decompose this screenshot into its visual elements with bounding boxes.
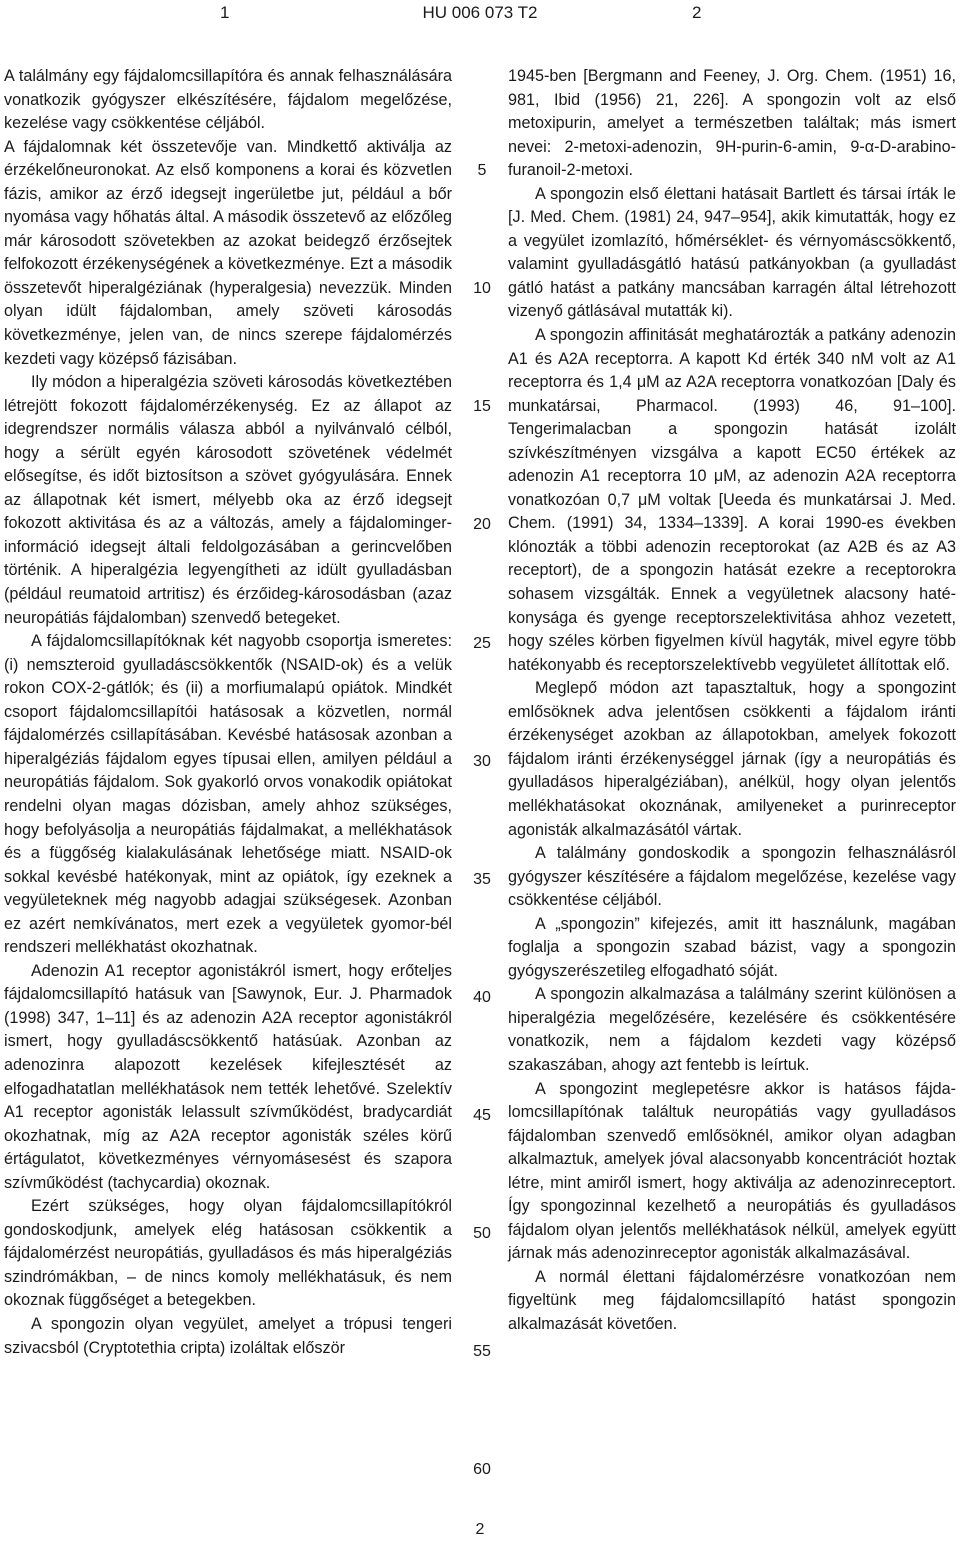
header-page-left: 1 [220,3,230,22]
paragraph: A normál élettani fájdalomérzésre vonatkozóan nem figyeltünk meg fájdalomcsillapító hatást spongozin alkalmazását követően. [508,1267,956,1333]
paragraph: A spongozin affinitását meghatározták a patkány adenozin A1 és A2A receptorra. A kapott Kd érték 340 nM volt az A1 receptorra és 1,4 μM az A2A receptorra vonatkozóan [Daly és munkatársai, Pharmacol. (1993) 46, 91–100]. Tengerimalacban a spongozin hatását izolált szívkészítményen vizsgálva a kapott EC50 értékek az adenozin A1 receptorra 10 μM, az adenozin A2A receptorra vonatkozóan 0,7 μM voltak [Ueeda és munkatársai J. Med. Chem. (1991) 34, 1334–1339]. A korai 1990-es években klónozták a többi adenozin receptorokat (az A2B és az A3 receptort), de a spongozin hatását ezekre a receptorokra sohasem vizsgálták. Ennek a vegyületnek alacsony hatékonysága és gyenge receptorszelektivitása ahhoz vezetett, hogy széles körben figyelmen kívül hagyták, mivel egyre több hatékonyabb és receptorszelektívebb vegyületet állítottak elő. [508,326,956,674]
line-number: 10 [473,280,491,297]
paragraph: A spongozin első élettani hatásait Bartlett és társai írták le [J. Med. Chem. (1981) 24, 947–954], akik kimutatták, hogy ez a vegyület izomlazító, hőmérséklet- és vérnyomáscsökkentő, valamint gyulladásgátló hatású patkányokban (a gyulladást gátló hatást a patkány mancsában karragén által létrehozott vizenyő gátlásával mutatták ki). [508,184,956,321]
line-number: 50 [473,1225,491,1242]
line-number: 35 [473,871,491,888]
footer-page-number: 2 [475,1521,485,1538]
line-number: 30 [473,753,491,770]
line-number: 25 [473,635,491,652]
line-number: 15 [473,398,491,415]
paragraph: A találmány gondoskodik a spongozin felhasználásról gyógyszer készítésére a fájdalom megelőzése, kezelése vagy csökkentése céljából. [508,844,956,910]
paragraph: Adenozin A1 receptor agonistákról ismert, hogy erőteljes fájdalomcsillapító hatásuk van [Sawynok, Eur. J. Pharmadok (1998) 347, 1–11] és az adenozin A2A receptor agonistákról ismert, hogy gyulladáscsökkentő hatásúak. Azonban az adenozinra alapozott kezelések kifejlesztését az elfogadhatatlan mellékhatások nem tették lehetővé. Szelektív A1 receptor agonisták lelassult szívműködést, bradycardiát okozhatnak, míg az A2A receptor agonisták széles körű értágulatot, következményes vérnyomásesést és szapora szívműködést (tachycardia) okoznak. [4,961,452,1192]
paragraph: A spongozin alkalmazása a találmány szerint különösen a hiperalgézia megelőzésére, kezelésére és csökkentésére vonatkozik, nem a fájdalom kezdeti vagy középső szakaszában, ahogy azt fentebb is leírtuk. [508,985,956,1074]
paragraph: A „spongozin” kifejezés, amit itt használunk, magában foglalja a spongozin szabad bázist, vagy a spongozin gyógyszerészetileg elfogadható sóját. [508,914,956,980]
line-number: 55 [473,1343,491,1360]
line-number: 60 [473,1461,491,1478]
line-number: 45 [473,1107,491,1124]
line-number: 5 [477,162,487,179]
right-column [508,65,956,1337]
left-column [4,65,452,1360]
line-number: 20 [473,516,491,533]
paragraph: A fájdalomcsillapítóknak két nagyobb csoportja ismeretes: (i) nemszteroid gyulladáscsökkentők (NSAID-ok) és a velük rokon COX-2-gátlók; és (ii) a morfiumalapú opiátok. Mindkét csoport fájdalomcsillapítói hatásosak a közvetlen, normál fájdalomérzés csillapításában. Kevésbé hatásosak azonban a hiperalgéziás fájdalom egyes típusai ellen, amilyen például a neuropátiás fájdalom. Sok gyakorló orvos vonakodik opiátokat rendelni olyan magas dózisban, amely ahhoz szükséges, hogy befolyásolja a neuropátiás fájdalmakat, a mellékhatások és a függőség kialakulásának lehetősége miatt. NSAID-ok sokkal kevésbé hatékonyak, mint az opiátok, így ezeknek a vegyületeknek még nagyobb adagjai szükségesek. Azonban ez azért nemkívánatos, mert ezek a vegyületek gyomor-bél rendszeri mellékhatást okozhatnak. [4,632,452,957]
paragraph: Ily módon a hiperalgézia szöveti károsodás következtében létrejött fokozott fájdalomérzékenység. Ez az állapot az idegrendszer normális válasza abból a nyilvánvaló célból, hogy a sérült egyén károsodott szövetének védelmét elősegítse, és időt biztosítson a szövet gyógyulására. Ennek az állapotnak két ismert, mélyebb oka az érző idegsejt fokozott aktivitása és az a változás, amely a fájdalominger-információ idegsejt általi feldolgozásában a gerincvelőben történik. A hiperalgézia legyengítheti az idült gyulladásban (például reumatoid artritisz) és érzőideg-károsodásban (azaz neuropátiás fájdalomban) szenvedő betegeket. [4,373,452,627]
paragraph: Meglepő módon azt tapasztaltuk, hogy a spongozint emlősöknek adva jelentősen csökkenti a fájdalom iránti érzékenységet azokban az állapotokban, amelyek fokozott fájdalom iránti érzékenységgel járnak (így a neuropátiás és gyulladásos hiperalgéziában), anélkül, hogy olyan jelentős mellékhatásokat okoznának, amilyeneket a purinreceptor agonisták alkalmazásától vártak. [508,679,956,839]
header-page-right: 2 [692,3,702,22]
header-document-id: HU 006 073 T2 [422,3,538,22]
paragraph: A találmány egy fájdalomcsillapítóra és annak felhasználására vonatkozik gyógyszer elkészítésére, fájdalom megelőzése, kezelése vagy csökkentése céljából. [4,67,452,133]
paragraph: A spongozin olyan vegyület, amelyet a trópusi tengeri szivacsból (Cryptotethia cripta) izoláltak először [4,1314,452,1357]
paragraph: 1945-ben [Bergmann and Feeney, J. Org. Chem. (1951) 16, 981, Ibid (1956) 21, 226]. A spongozin volt az első metoxipurin, amelyet a természetben találtak; más ismert nevei: 2-metoxi-adenozin, 9H-purin-6-amin, 9-α-D-arabino-furanoil-2-metoxi. [508,67,956,180]
paragraph: Ezért szükséges, hogy olyan fájdalomcsillapítókról gondoskodjunk, amelyek elég hatásosan csökkentik a fájdalomérzést neuropátiás, gyulladásos és más hiperalgéziás szindrómákban, – de nincs komoly mellékhatásuk, és nem okoznak függőséget a betegekben. [4,1197,452,1310]
line-number: 40 [473,989,491,1006]
paragraph: A fájdalomnak két összetevője van. Mindkettő aktiválja az érzékelőneuronokat. Az első komponens a korai és közvetlen fázis, amikor az érző idegsejt ingerületbe jut, például a bőr nyomása vagy hőhatás által. A második összetevő az előzőleg már károsodott szövetekben az azokat beidegző érzősejtek felfokozott érzékenységének a következménye. Ezt a második összetevőt hiperalgéziának (hyperalgesia) nevezzük. Minden olyan idült fájdalomban, amely szöveti károsodás következménye, jelen van, de nincs szerepe fájdalomérzés kezdeti vagy középső fázisában. [4,137,452,368]
paragraph: A spongozint meglepetésre akkor is hatásos fájdalomcsillapítónak találtuk neuropátiás vagy gyulladásos fájdalomban szenvedő emlősöknél, amikor olyan adagban alkalmaztuk, amelyek jóval alacsonyabb koncentrációt hoztak létre, mint amiről ismert, hogy aktiválja az adenozinreceptort. Így spongozinnal kezelhető a neuropátiás és gyulladásos fájdalom olyan jelentős mellékhatások nélkül, amelyek együtt járnak más adenozinreceptor agonisták alkalmazásával. [508,1079,956,1263]
